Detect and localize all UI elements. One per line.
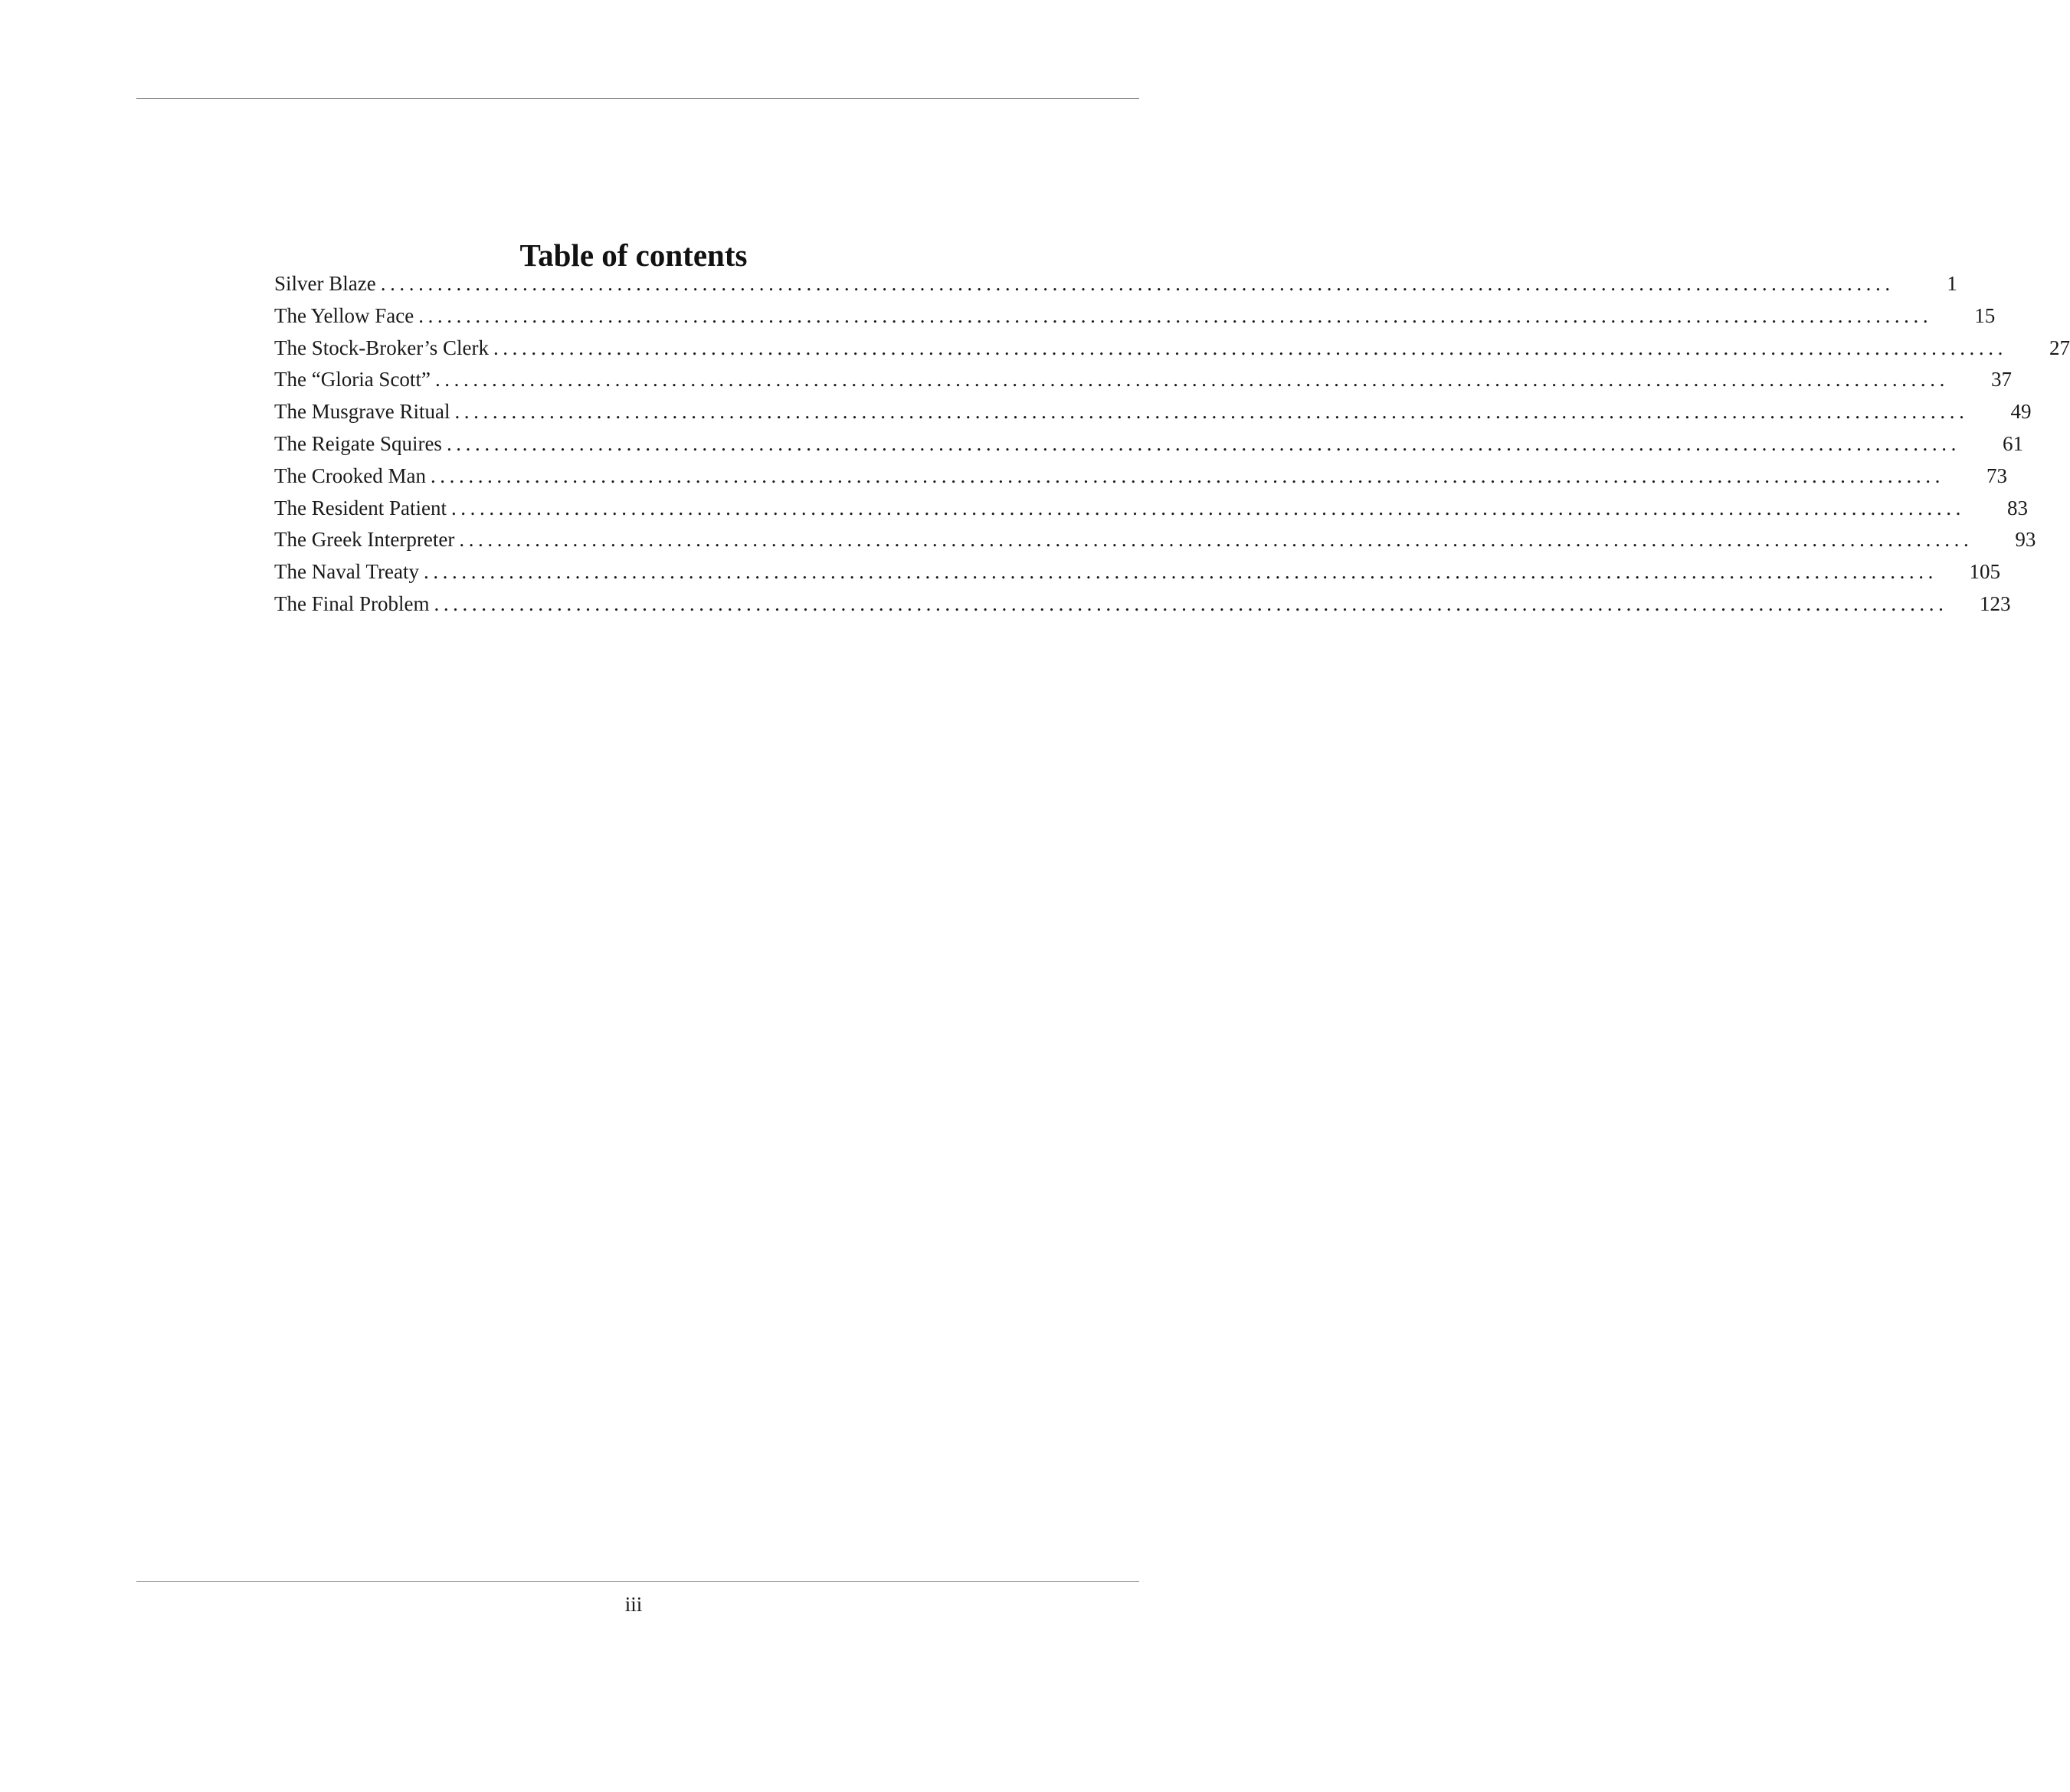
toc-entry-page: 1 — [1947, 272, 1957, 295]
page-number: iii — [624, 1593, 643, 1616]
toc-entry[interactable] — [274, 333, 2070, 365]
toc-leader-dots: ................................................................................................................................................................ — [434, 591, 1948, 615]
toc-entry-title: The “Gloria Scott” — [274, 368, 431, 391]
toc-leader-dots: ................................................................................................................................................................ — [459, 528, 1973, 552]
toc-entry[interactable] — [274, 300, 1996, 333]
toc-list — [274, 268, 2070, 621]
toc-entry-title: The Musgrave Ritual — [274, 400, 450, 424]
header-rule — [136, 98, 1139, 99]
toc-entry-page: 27 — [2049, 336, 2070, 359]
toc-leader-dots: ................................................................................................................................................................ — [446, 431, 1960, 455]
toc-entry-title: The Naval Treaty — [274, 560, 419, 584]
toc-leader-dots: ................................................................................................................................................................ — [493, 336, 2007, 359]
toc-entry-title: The Resident Patient — [274, 496, 447, 519]
toc-entry-title: The Final Problem — [274, 591, 430, 615]
toc-entry-page: 73 — [1986, 464, 2007, 487]
toc-entry-title: The Reigate Squires — [274, 431, 442, 455]
toc-entry-title: The Stock-Broker’s Clerk — [274, 336, 489, 359]
toc-entry-page: 123 — [1979, 591, 2011, 615]
toc-entry[interactable] — [274, 364, 2012, 396]
toc-leader-dots: ................................................................................................................................................................ — [430, 464, 1944, 487]
toc-entry[interactable] — [274, 396, 2032, 428]
toc-entry-page: 61 — [2002, 431, 2023, 455]
toc-leader-dots: ................................................................................................................................................................ — [434, 368, 1949, 391]
toc-entry-title: The Yellow Face — [274, 303, 414, 327]
toc-entry-title: The Crooked Man — [274, 464, 426, 487]
toc-leader-dots: ................................................................................................................................................................ — [450, 496, 1965, 519]
toc-entry[interactable] — [274, 268, 1957, 300]
toc-leader-dots: ................................................................................................................................................................ — [380, 272, 1895, 295]
toc-title: Table of contents — [519, 238, 748, 274]
toc-entry[interactable] — [274, 524, 2036, 556]
toc-entry-page: 49 — [2010, 400, 2032, 424]
toc-leader-dots: ................................................................................................................................................................ — [423, 560, 1937, 584]
toc-entry[interactable] — [274, 428, 2023, 460]
toc-leader-dots: ................................................................................................................................................................ — [418, 303, 1933, 327]
toc-entry-title: The Greek Interpreter — [274, 528, 455, 552]
toc-entry[interactable] — [274, 493, 2028, 525]
toc-entry-page: 83 — [2006, 496, 2028, 519]
toc-leader-dots: ................................................................................................................................................................ — [454, 400, 1969, 424]
toc-entry[interactable] — [274, 556, 2000, 588]
toc-entry-page: 37 — [1990, 368, 2012, 391]
toc-entry-title: Silver Blaze — [274, 272, 376, 295]
toc-entry-page: 105 — [1969, 560, 2000, 584]
toc-entry-page: 15 — [1974, 303, 1996, 327]
toc-entry[interactable] — [274, 588, 2011, 621]
footer-rule — [136, 1581, 1139, 1582]
toc-entry[interactable] — [274, 460, 2007, 493]
toc-entry-page: 93 — [2015, 528, 2036, 552]
